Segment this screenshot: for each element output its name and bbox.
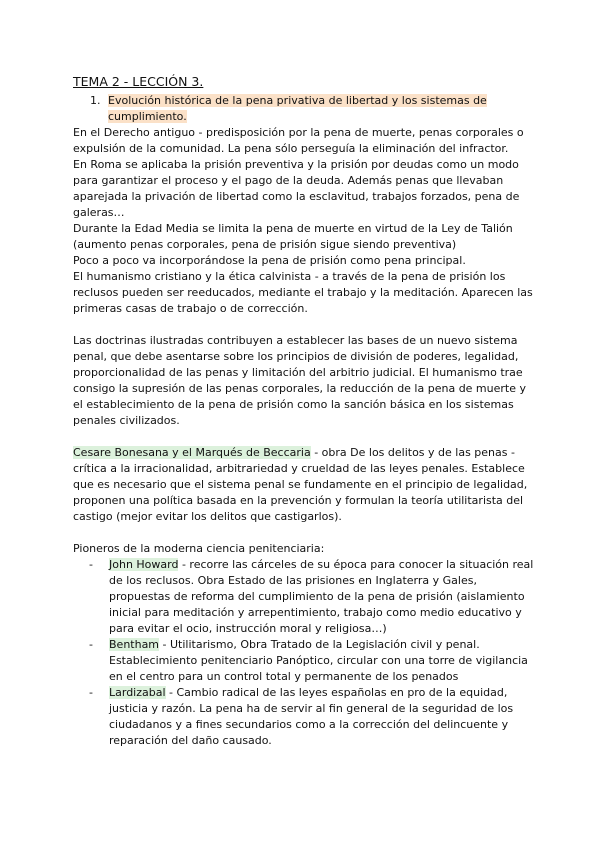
pionero-text: - Utilitarismo, Obra Tratado de la Legislación civil y penal. Establecimiento penitenciario Panóptico, circular con una torre de vigilancia en el centro para un control total y permanente de los penados: [109, 638, 528, 683]
pionero-text: - Cambio radical de las leyes españolas en pro de la equidad, justicia y razón. La pena ha de servir al fin general de la seguridad de los ciudadanos y a fines secundarios como a la corrección del delincuente y reparación del daño causado.: [109, 686, 514, 747]
document-page: [73, 74, 535, 749]
dash-bullet: -: [89, 558, 93, 571]
paragraph-edad-media: Durante la Edad Media se limita la pena de muerte en virtud de la Ley de Talión (aumento penas corporales, pena de prisión sigue siendo preventiva): [73, 222, 513, 251]
paragraph-roma: En Roma se aplicaba la prisión preventiva y la prisión por deudas como un modo para garantizar el proceso y el pago de la deuda. Además penas que llevaban aparejada la privación de libertad como la esclavitud, trabajos forzados, pena de galeras…: [73, 158, 520, 219]
beccaria-name: Cesare Bonesana y el Marqués de Beccaria: [73, 446, 311, 459]
paragraph-pena-principal: Poco a poco va incorporándose la pena de prisión como pena principal.: [73, 254, 466, 267]
dash-bullet: -: [89, 686, 93, 699]
pionero-name: John Howard: [109, 558, 179, 571]
paragraph-humanismo: El humanismo cristiano y la ética calvinista - a través de la pena de prisión los reclusos pueden ser reeducados, mediante el trabajo y la meditación. Aparecen las primeras casas de trabajo o de corrección.: [73, 270, 533, 315]
pionero-name: Bentham: [109, 638, 160, 651]
section-heading-text: Evolución histórica de la pena privativa de libertad y los sistemas de cumplimiento.: [108, 94, 487, 123]
dash-bullet: -: [89, 638, 93, 651]
list-item: [89, 557, 535, 637]
paragraph-derecho-antiguo: En el Derecho antiguo - predisposición por la pena de muerte, penas corporales o expulsión de la comunidad. La pena sólo perseguía la eliminación del infractor.: [73, 126, 524, 155]
pioneros-list: [73, 557, 535, 749]
pionero-name: Lardizabal: [109, 686, 166, 699]
paragraph-beccaria: [73, 445, 535, 525]
page-title: TEMA 2 - LECCIÓN 3.: [73, 74, 204, 89]
list-item: [89, 637, 535, 685]
section-number: 1.: [90, 94, 101, 107]
paragraph-doctrinas: Las doctrinas ilustradas contribuyen a establecer las bases de un nuevo sistema penal, que debe asentarse sobre los principios de división de poderes, legalidad, proporcionalidad de las penas y limitación del arbitrio judicial. El humanismo trae consigo la supresión de las penas corporales, la reducción de la pena de muerte y el establecimiento de la pena de prisión como la sanción básica en los sistemas penales civilizados.: [73, 334, 526, 427]
list-item: [89, 685, 535, 749]
beccaria-text: - obra De los delitos y de las penas - crítica a la irracionalidad, arbitrariedad y crueldad de las leyes penales. Establece que es necesario que el sistema penal se fundamente en el principio de legalidad, proponen una política basada en la prevención y formulan la teoría utilitarista del castigo (mejor evitar los delitos que castigarlos).: [73, 446, 528, 523]
pionero-text: - recorre las cárceles de su época para conocer la situación real de los reclusos. Obra Estado de las prisiones en Inglaterra y Gales, propuestas de reforma del cumplimiento de la pena de prisión (aislamiento inicial para meditación y arrepentimiento, trabajo como medio educativo y para evitar el ocio, instrucción moral y religiosa…): [109, 558, 534, 635]
section-heading: [90, 93, 535, 125]
pioneros-intro: Pioneros de la moderna ciencia penitenciaria:: [73, 542, 325, 555]
